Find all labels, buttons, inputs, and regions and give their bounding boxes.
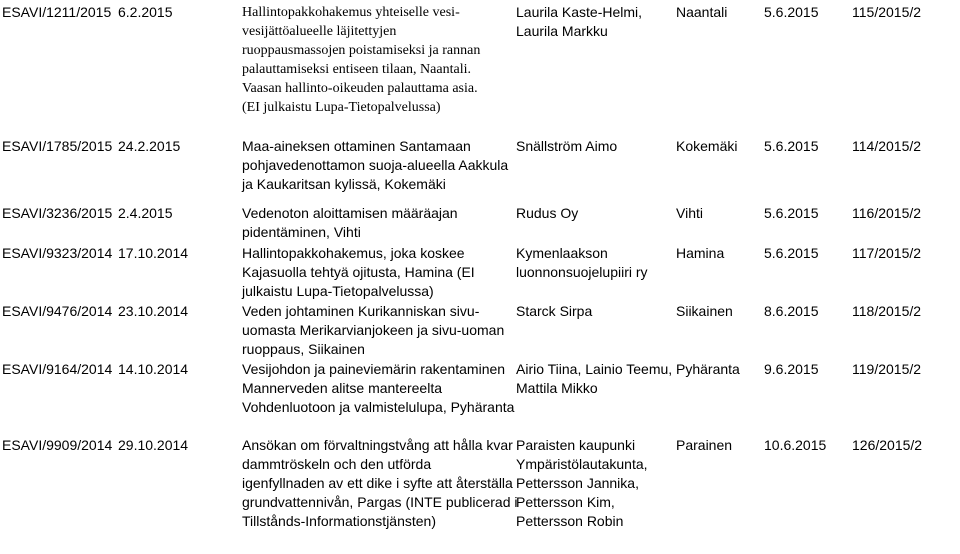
- decision-date: 8.6.2015: [764, 303, 819, 319]
- case-date: 2.4.2015: [118, 205, 173, 221]
- applicant-line: Kymenlaakson: [516, 245, 608, 261]
- decision-number: 116/2015/2: [852, 205, 922, 221]
- description-line: Ansökan om förvaltningstvång att hålla kvar: [242, 437, 513, 453]
- applicant-line: Airio Tiina, Lainio Teemu,: [516, 361, 673, 377]
- applicant: [516, 3, 642, 41]
- decision-date: 5.6.2015: [764, 205, 819, 221]
- description-line: Maa-aineksen ottaminen Santamaan: [242, 138, 471, 154]
- case-date: 14.10.2014: [118, 361, 189, 377]
- applicant-line: Paraisten kaupunki: [516, 437, 636, 453]
- applicant-line: Snällström Aimo: [516, 138, 618, 154]
- case-description: [242, 302, 504, 359]
- description-line: Hallintopakkohakemus, joka koskee: [242, 245, 465, 261]
- case-id: ESAVI/9909/2014: [2, 437, 113, 453]
- description-line: (EI julkaistu Lupa-Tietopalvelussa): [242, 100, 441, 115]
- decision-date: 5.6.2015: [764, 245, 819, 261]
- description-line: pohjavedenottamon suoja-alueella Aakkula: [242, 157, 509, 173]
- applicant-line: Ympäristölautakunta,: [516, 456, 648, 472]
- applicant: [516, 436, 648, 531]
- municipality: Siikainen: [676, 303, 733, 319]
- case-description: [242, 3, 480, 117]
- applicant: [516, 137, 617, 156]
- case-description: [242, 204, 458, 242]
- municipality: Hamina: [676, 245, 725, 261]
- description-line: igenfyllnaden av ett dike i syfte att återställa: [242, 475, 513, 491]
- municipality: Vihti: [676, 205, 703, 221]
- applicant-line: Pettersson Jannika,: [516, 475, 639, 491]
- case-date: 23.10.2014: [118, 303, 189, 319]
- case-id: ESAVI/9323/2014: [2, 245, 113, 261]
- description-line: grundvattennivån, Pargas (INTE publicerad i: [242, 494, 518, 510]
- case-date: 17.10.2014: [118, 245, 189, 261]
- description-line: julkaistu Lupa-Tietopalvelussa): [242, 283, 434, 299]
- case-date: 6.2.2015: [118, 4, 173, 20]
- description-line: ruoppaus, Siikainen: [242, 341, 365, 357]
- case-description: [242, 360, 514, 417]
- applicant: [516, 244, 648, 282]
- description-line: palauttamiseksi entiseen tilaan, Naantali.: [242, 62, 471, 77]
- description-line: Vedenoton aloittamisen määräajan: [242, 205, 458, 221]
- description-line: Veden johtaminen Kurikanniskan sivu-: [242, 303, 480, 319]
- applicant: [516, 302, 592, 321]
- description-line: ja Kaukaritsan kylissä, Kokemäki: [242, 176, 446, 192]
- municipality: Pyhäranta: [676, 361, 740, 377]
- case-date: 29.10.2014: [118, 437, 189, 453]
- applicant-line: Mattila Mikko: [516, 380, 598, 396]
- municipality: Parainen: [676, 437, 733, 453]
- decision-date: 5.6.2015: [764, 138, 819, 154]
- description-line: uomasta Merikarvianjokeen ja sivu-uoman: [242, 322, 505, 338]
- description-line: Vohdenluotoon ja valmistelulupa, Pyhäranta: [242, 399, 515, 415]
- description-line: dammtröskeln och den utförda: [242, 456, 432, 472]
- decision-number: 115/2015/2: [852, 4, 922, 20]
- case-date: 24.2.2015: [118, 138, 181, 154]
- municipality: Kokemäki: [676, 138, 738, 154]
- applicant-line: Rudus Oy: [516, 205, 579, 221]
- case-id: ESAVI/3236/2015: [2, 205, 113, 221]
- decision-date: 10.6.2015: [764, 437, 827, 453]
- applicant: [516, 360, 672, 398]
- description-line: Vaasan hallinto-oikeuden palauttama asia.: [242, 81, 478, 96]
- description-line: vesijättöalueelle läjitettyjen: [242, 24, 397, 39]
- description-line: pidentäminen, Vihti: [242, 224, 361, 240]
- applicant-line: luonnonsuojelupiiri ry: [516, 264, 648, 280]
- case-id: ESAVI/9164/2014: [2, 361, 113, 377]
- description-line: Hallintopakkohakemus yhteiselle vesi-: [242, 5, 460, 20]
- description-line: Mannerveden alitse mantereelta: [242, 380, 443, 396]
- decision-number: 119/2015/2: [852, 361, 922, 377]
- case-description: [242, 436, 517, 531]
- description-line: Tillstånds-Informationstjänsten): [242, 513, 437, 529]
- case-id: ESAVI/1211/2015: [2, 4, 112, 20]
- decision-number: 114/2015/2: [852, 138, 922, 154]
- decision-number: 117/2015/2: [852, 245, 922, 261]
- applicant-line: Laurila Kaste-Helmi,: [516, 4, 643, 20]
- description-line: Kajasuolla tehtyä ojitusta, Hamina (EI: [242, 264, 475, 280]
- case-id: ESAVI/1785/2015: [2, 138, 113, 154]
- description-line: Vesijohdon ja paineviemärin rakentaminen: [242, 361, 506, 377]
- applicant: [516, 204, 578, 223]
- applicant-line: Pettersson Robin: [516, 513, 624, 529]
- decision-date: 9.6.2015: [764, 361, 819, 377]
- applicant-line: Pettersson Kim,: [516, 494, 615, 510]
- case-description: [242, 244, 475, 301]
- applicant-line: Starck Sirpa: [516, 303, 593, 319]
- applicant-line: Laurila Markku: [516, 23, 608, 39]
- case-description: [242, 137, 508, 194]
- case-id: ESAVI/9476/2014: [2, 303, 113, 319]
- municipality: Naantali: [676, 4, 728, 20]
- decision-date: 5.6.2015: [764, 4, 819, 20]
- decision-number: 118/2015/2: [852, 303, 922, 319]
- decision-number: 126/2015/2: [852, 437, 923, 453]
- description-line: ruoppausmassojen poistamiseksi ja rannan: [242, 43, 481, 58]
